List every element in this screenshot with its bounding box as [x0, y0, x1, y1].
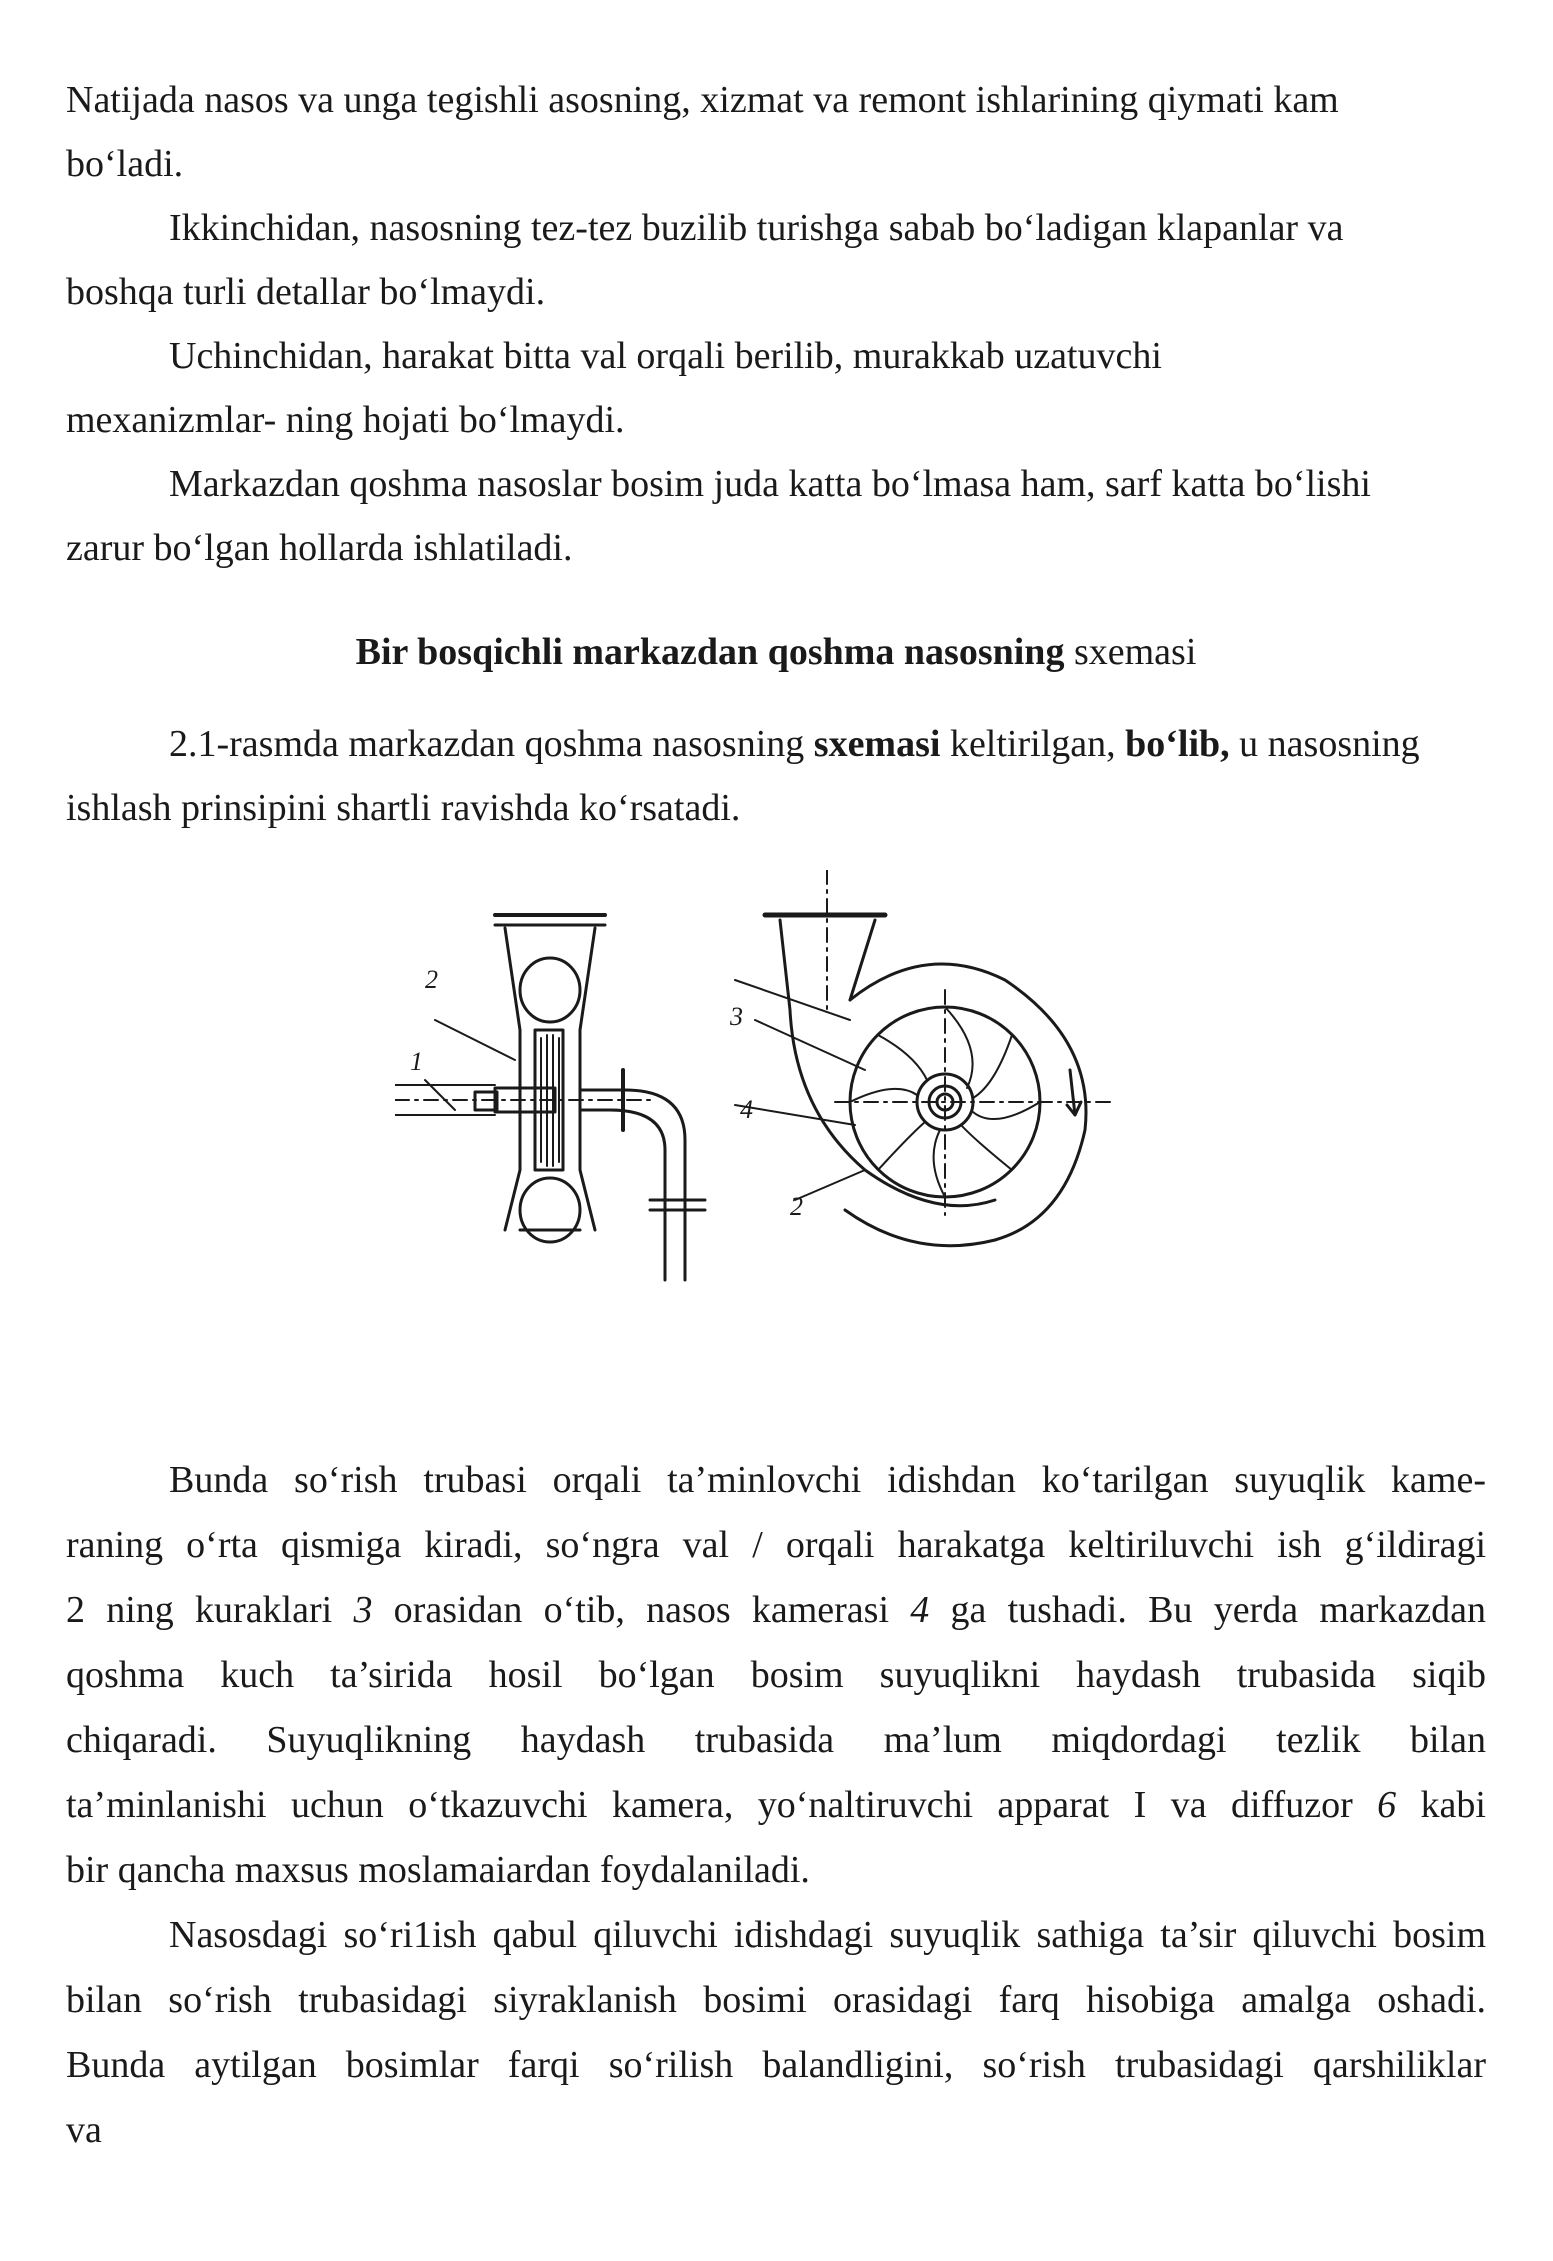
bottom-p1-line-3-c: ga tushadi. Bu yerda markazdan [929, 1589, 1486, 1631]
pump-schematic-figure [395, 870, 1155, 1300]
bottom-p2-line-4: va [66, 2109, 102, 2151]
figure-label-2-left: 2 [425, 965, 438, 994]
bottom-p1-line-3-num-4: 4 [910, 1589, 930, 1631]
bottom-p1-line-4: qoshma kuch ta’sirida hosil bo‘lgan bosim suyuqlikni haydash trubasida siqib [66, 1654, 1486, 1696]
section-heading [66, 620, 1486, 684]
bottom-p1-line-2: raning o‘rta qismiga kiradi, so‘ngra val / orqali harakatga keltiriluvchi ish g‘ildiragi [66, 1524, 1486, 1566]
bottom-p2-line-3: Bunda aytilgan bosimlar farqi so‘rilish balandligini, so‘rish trubasidagi qarshiliklar [66, 2044, 1486, 2086]
bottom-text [66, 1448, 1486, 2163]
bottom-p2-line-1: Nasosdagi so‘ri1ish qabul qiluvchi idishdagi suyuqlik sathiga ta’sir qiluvchi bosim [169, 1914, 1486, 1956]
bottom-p1-line-6-num-6: 6 [1377, 1784, 1397, 1826]
bottom-p2-line-2: bilan so‘rish trubasidagi siyraklanish bosimi orasidagi farq hisobiga amalga oshadi. [66, 1979, 1486, 2021]
bottom-p1-line-6-b: kabi [1396, 1784, 1486, 1826]
paragraph-4-line-2: zarur bo‘lgan hollarda ishlatiladi. [66, 527, 573, 569]
bottom-p1-line-1: Bunda so‘rish trubasi orqali ta’minlovchi idishdan ko‘tarilgan suyuqlik kame- [169, 1459, 1486, 1501]
intro-text-3: u nasosning [1229, 723, 1420, 765]
intro-text-2: keltirilgan, [940, 723, 1126, 765]
section-heading-bold: Bir bosqichli markazdan qoshma nasosning [355, 631, 1065, 673]
intro-line-2: ishlash prinsipini shartli ravishda ko‘rsatadi. [66, 787, 741, 829]
intro-bold-1: sxemasi [813, 723, 941, 765]
paragraph-3-line-2: mexanizmlar- ning hojati bo‘lmaydi. [66, 399, 625, 441]
paragraph-1-line-2: bo‘ladi. [66, 143, 184, 185]
intro-text-1: 2.1-rasmda markazdan qoshma nasosning [169, 723, 814, 765]
bottom-p1-line-3-b: orasidan o‘tib, nasos kamerasi [372, 1589, 911, 1631]
intro-line-1 [66, 712, 1486, 776]
top-text [66, 68, 1486, 840]
bottom-p1-line-5: chiqaradi. Suyuqlikning haydash trubasida ma’lum miqdordagi tezlik bilan [66, 1719, 1486, 1761]
bottom-p1-line-3 [66, 1578, 1486, 1643]
bottom-p1-line-6-a: ta’minlanishi uchun o‘tkazuvchi kamera, yo‘naltiruvchi apparat I va diffuzor [66, 1784, 1378, 1826]
figure-label-1: 1 [410, 1047, 423, 1076]
bottom-p1-line-6 [66, 1773, 1486, 1838]
paragraph-3-line-1: Uchinchidan, harakat bitta val orqali berilib, murakkab uzatuvchi [169, 335, 1162, 377]
pump-section-view [395, 915, 705, 1280]
bottom-p1-line-3-num-3: 3 [353, 1589, 373, 1631]
paragraph-1-line-1: Natijada nasos va unga tegishli asosning, xizmat va remont ishlarining qiymati kam [66, 79, 1339, 121]
paragraph-4-line-1: Markazdan qoshma nasoslar bosim juda katta bo‘lmasa ham, sarf katta bo‘lishi [169, 463, 1371, 505]
section-heading-normal: sxemasi [1064, 631, 1197, 673]
paragraph-2-line-2: boshqa turli detallar bo‘lmaydi. [66, 271, 546, 313]
bottom-p1-line-7: bir qancha maxsus moslamaiardan foydalaniladi. [66, 1849, 810, 1891]
paragraph-2-line-1: Ikkinchidan, nasosning tez-tez buzilib turishga sabab bo‘ladigan klapanlar va [169, 207, 1344, 249]
figure-label-4: 4 [740, 1095, 753, 1124]
figure-label-3: 3 [730, 1002, 743, 1031]
pump-volute-view [735, 870, 1115, 1246]
figure-label-2-right: 2 [790, 1192, 803, 1221]
intro-bold-2: bo‘lib, [1125, 723, 1230, 765]
bottom-p1-line-3-a: 2 ning kuraklari [66, 1589, 354, 1631]
